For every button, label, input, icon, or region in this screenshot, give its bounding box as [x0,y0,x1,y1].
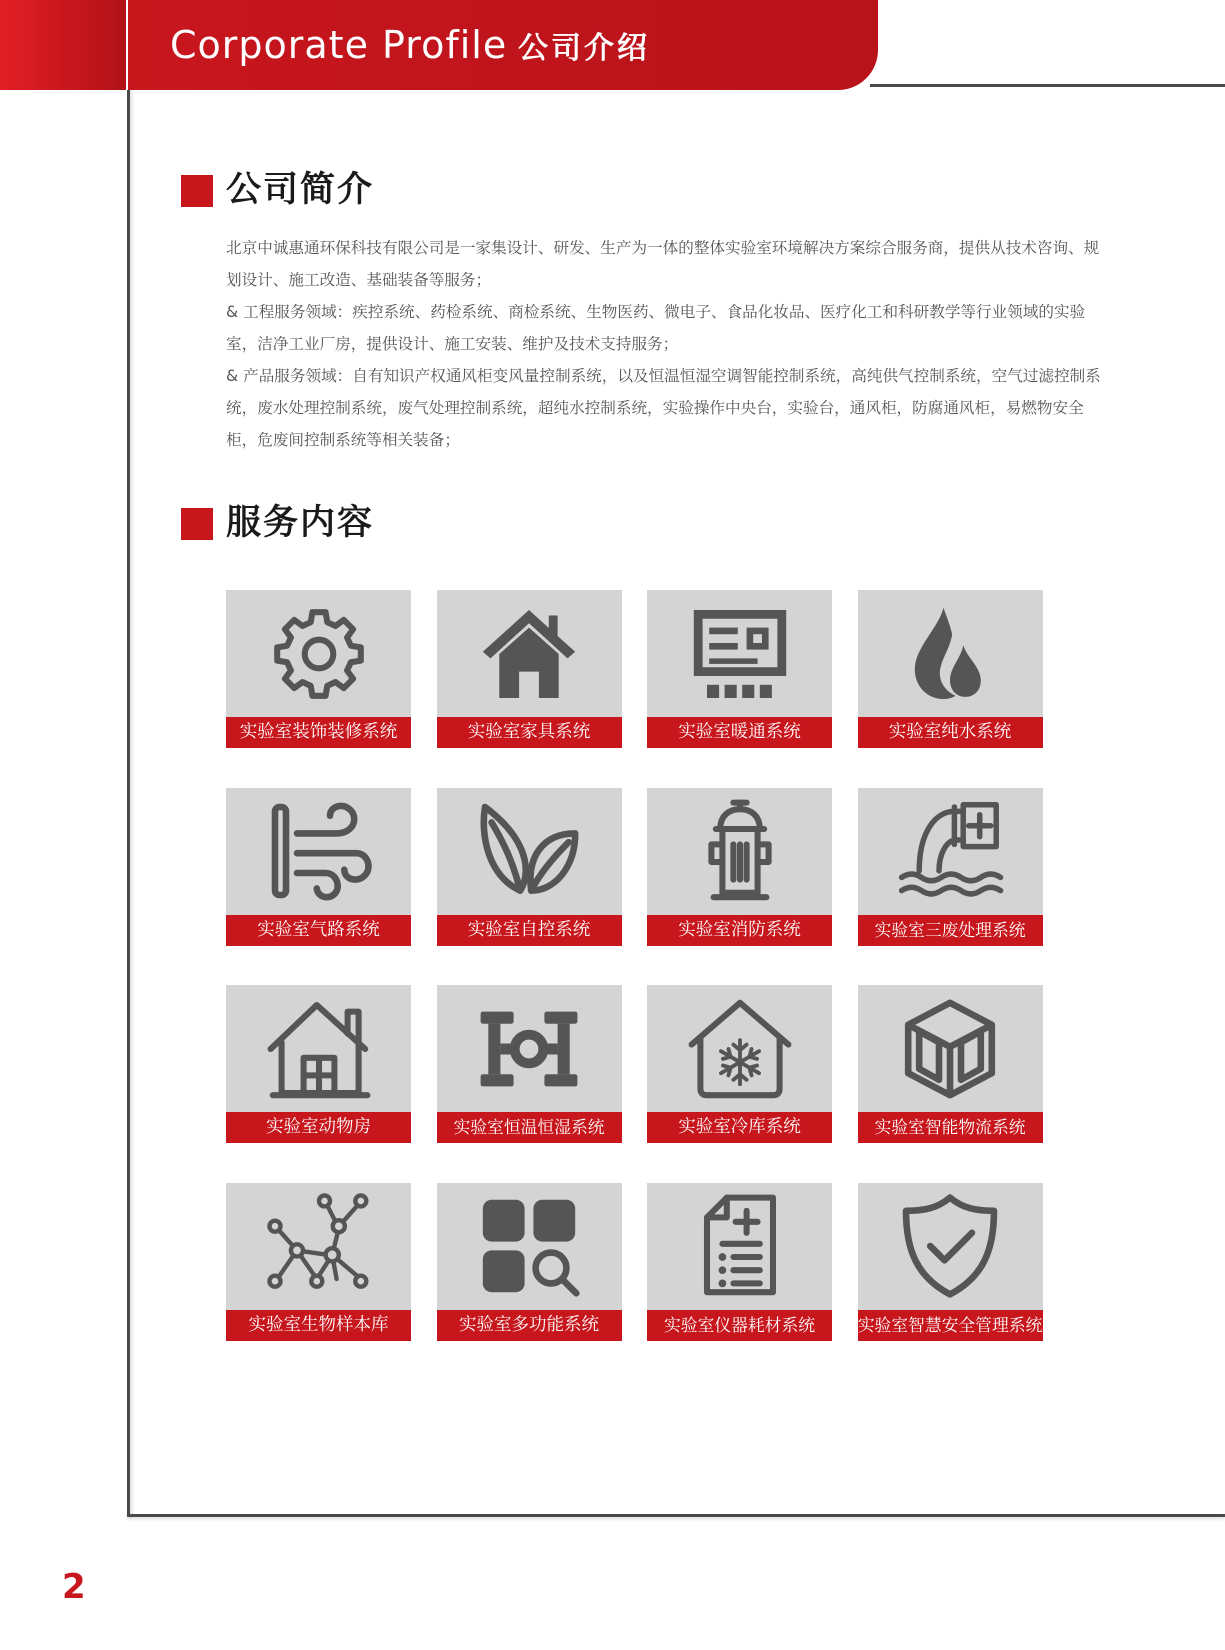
service-tile [226,985,411,1143]
cold-house-icon [647,985,832,1112]
service-label: 实验室自控系统 [437,915,622,946]
service-tile [226,1183,411,1341]
control-panel-icon [647,590,832,717]
service-label: 实验室动物房 [226,1112,411,1143]
document-list-icon [647,1183,832,1310]
service-label: 实验室恒温恒湿系统 [437,1112,622,1143]
frame-top-line [870,84,1225,87]
service-label: 实验室仪器耗材系统 [647,1310,832,1341]
intro-paragraph: & 工程服务领域：疾控系统、药检系统、商检系统、生物医药、微电子、食品化妆品、医疗化工和科研教学等行业领域的实验室，洁净工业厂房，提供设计、施工安装、维护及技术支持服务； [226,303,1086,353]
service-tile [437,590,622,748]
header-left-block [0,0,126,90]
service-tile [858,985,1043,1143]
gear-icon [226,590,411,717]
service-label: 实验室智能物流系统 [858,1112,1043,1143]
service-label: 实验室装饰装修系统 [226,717,411,748]
page-number: 2 [62,1567,86,1607]
service-label: 实验室家具系统 [437,717,622,748]
service-tile [226,788,411,946]
water-drop-icon [858,590,1043,717]
service-tile [437,788,622,946]
service-label: 实验室纯水系统 [858,717,1043,748]
barn-icon [226,985,411,1112]
box-icon [858,985,1043,1112]
service-label: 实验室冷库系统 [647,1112,832,1143]
service-tile [437,985,622,1143]
header-title-cn: 公司介绍 [518,31,650,66]
services-heading-marker [181,508,213,540]
service-tile [647,985,832,1143]
service-tile [647,1183,832,1341]
intro-paragraph: & 产品服务领域：自有知识产权通风柜变风量控制系统，以及恒温恒湿空调智能控制系统，高纯供气控制系统，空气过滤控制系统，废水处理控制系统，废气处理控制系统，超纯水控制系统，实验操作中央台，实验台，通风柜，防腐通风柜，易燃物安全柜，危废间控制系统等相关装备； [226,367,1101,449]
services-heading: 服务内容 [226,503,375,543]
service-label: 实验室暖通系统 [647,717,832,748]
waste-pipe-icon [858,788,1043,915]
service-tile [647,590,832,748]
leaves-icon [437,788,622,915]
fire-hydrant-icon [647,788,832,915]
wind-icon [226,788,411,915]
service-label: 实验室智慧安全管理系统 [858,1310,1043,1341]
network-icon [226,1183,411,1310]
service-label: 实验室生物样本库 [226,1310,411,1341]
house-icon [437,590,622,717]
service-label: 实验室气路系统 [226,915,411,946]
service-label: 实验室消防系统 [647,915,832,946]
service-tile [858,1183,1043,1341]
intro-paragraph: 北京中诚惠通环保科技有限公司是一家集设计、研发、生产为一体的整体实验室环境解决方案综合服务商，提供从技术咨询、规划设计、施工改造、基础装备等服务； [226,239,1100,289]
header-title-en: Corporate Profile [170,23,508,67]
service-tile [858,788,1043,946]
service-tile [437,1183,622,1341]
service-tile [226,590,411,748]
balance-icon [437,985,622,1112]
service-tile [647,788,832,946]
services-grid [226,590,1046,1341]
shield-check-icon [858,1183,1043,1310]
apps-search-icon [437,1183,622,1310]
intro-text [226,232,1106,456]
frame-bottom-line [127,1514,1225,1517]
frame-left-line [127,90,130,1517]
service-label: 实验室三废处理系统 [858,915,1043,946]
service-tile [858,590,1043,748]
service-label: 实验室多功能系统 [437,1310,622,1341]
intro-heading: 公司简介 [226,170,375,210]
intro-heading-marker [181,175,213,207]
